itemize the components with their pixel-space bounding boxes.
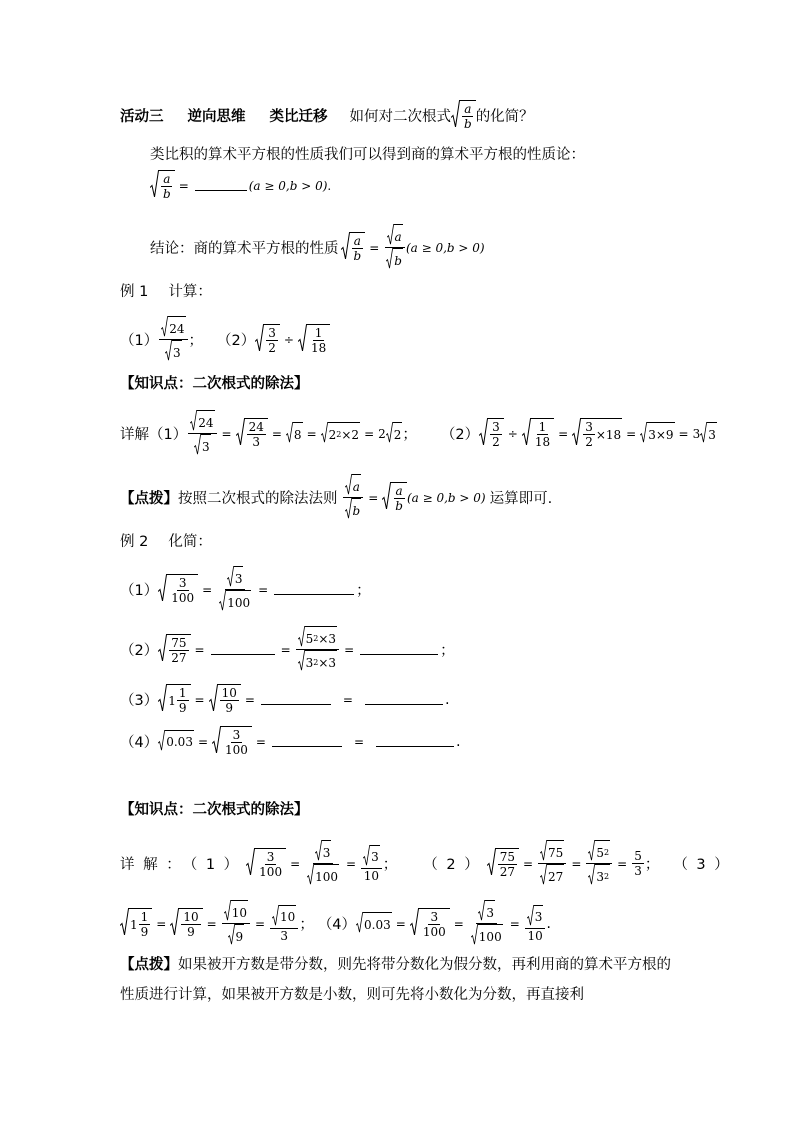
activity-question-pre: 如何对二次根式: [349, 109, 451, 125]
example1-problems: （1） $\frac{24}{3}$ ； （2） $\frac{3}{2}$ ÷ $\frac{1}{18}$: [120, 316, 330, 364]
example2-item1-semi: ；: [356, 583, 371, 600]
solution1-part1-label: （1）: [149, 427, 188, 444]
solution2-label: 详 解 ：: [120, 857, 183, 874]
conclusion-line: 结论：商的算术平方根的性质 $\frac{a}{b}$ = $\frac{a}{b}$ (a ≥ 0,b > 0): [150, 224, 485, 272]
example2-label: 例 2: [120, 534, 149, 550]
example1-heading: [120, 280, 212, 301]
tip1-post: 运算即可.: [489, 491, 553, 508]
tip2-label: 【点拨】: [120, 957, 178, 973]
solution2-line2: 1 $\frac{1}{9}$ = $\frac{10}{9}$ = $\frac{10}{9}$ = $\frac{10}{3}$ ； （4） 0.03 = $\frac{3}{100}$ = $\frac{3}{100}$ = $\frac{3}{10}$ .: [120, 900, 551, 948]
tip1-pre: 按照二次根式的除法法则: [178, 491, 338, 508]
example1-semi: ；: [188, 333, 204, 350]
solution2-line1: 详 解 ： （ 1 ） $\frac{3}{100}$ = $\frac{3}{100}$ = $\frac{3}{10}$ ； （ 2 ） $\frac{75}{27}$ = $\frac{75}{27}$ = 5 2 3 2 = $\frac{5}{3}$ ； （ 3 ）: [120, 840, 731, 888]
example2-item3: （3） 1 $\frac{1}{9}$ = $\frac{10}{9}$ = = .: [120, 686, 450, 715]
example1-label: 例 1: [120, 284, 149, 300]
solution2-part2-label: （ 2 ）: [423, 857, 481, 874]
example1-part1-label: （1）: [120, 333, 159, 350]
intro-text: 类比积的算术平方根的性质我们可以得到商的算术平方根的性质论：: [150, 147, 585, 163]
tip1-line: 【点拨】 按照二次根式的除法法则 $\frac{a}{b}$ = $\frac{a}{b}$ (a ≥ 0,b > 0) 运算即可.: [120, 474, 552, 522]
example2-item4-period: .: [456, 733, 461, 750]
activity-heading: [120, 100, 534, 131]
example1-part2-label: （2）: [217, 333, 256, 350]
answer-blank: [211, 644, 275, 655]
conclusion-condition: (a ≥ 0,b > 0): [405, 240, 485, 255]
answer-blank: [376, 736, 454, 747]
example1-task: 计算：: [168, 284, 212, 300]
solution1-part2-label: （2）: [440, 427, 480, 444]
activity-topic-2: 类比迁移: [269, 109, 328, 125]
solution2-period: .: [546, 915, 552, 932]
solution2-part2-semi: ；: [644, 857, 660, 874]
solution2-part3-semi: ；: [299, 917, 314, 934]
tip1-condition: (a ≥ 0,b > 0): [406, 490, 486, 505]
answer-blank: [274, 584, 354, 595]
solution2-part1-label: （ 1 ）: [182, 857, 241, 874]
answer-blank: [360, 644, 438, 655]
answer-blank: [365, 694, 443, 705]
solution2-part4-label: （4）: [317, 917, 357, 934]
solution1-semi: ；: [402, 427, 417, 444]
solution1-line: 详解 （1） $\frac{24}{3}$ = $\frac{24}{3}$ = 8 = 2 2 ×2 = 2 2 ； （2） $\frac{3}{2}$ ÷ $\frac{1}{18}$ = $\frac{3}{2}$ ×18 = 3×9 = 3 3: [120, 410, 717, 458]
example2-item2: （2） $\frac{75}{27}$ = = 5 2 ×3 3 2 ×3 = ；: [120, 626, 455, 674]
solution2-part3-label: （ 3 ）: [673, 857, 731, 874]
answer-blank: [272, 736, 342, 747]
example2-heading: [120, 530, 212, 551]
example2-item4: （4） 0.03 = $\frac{3}{100}$ = = .: [120, 728, 461, 757]
example2-item1: （1） $\frac{3}{100}$ = $\frac{3}{100}$ = ；: [120, 566, 371, 614]
activity-topic-1: 逆向思维: [187, 109, 246, 125]
tip1-label: 【点拨】: [120, 491, 178, 508]
intro-formula: $\frac{a}{b}$ = (a ≥ 0,b > 0) .: [150, 170, 331, 201]
intro-period: .: [327, 178, 332, 193]
example2-item4-label: （4）: [120, 735, 159, 751]
knowledge-point-2: 【知识点：二次根式的除法】: [120, 802, 309, 818]
solution2-part1-semi: ；: [382, 857, 398, 874]
answer-blank: [261, 694, 331, 705]
tip2-text: 如果被开方数是带分数，则先将带分数化为假分数，再利用商的算术平方根的性质进行计算，如果被开方数是小数，则可先将小数化为分数，再直接利: [120, 957, 671, 1003]
intro-blank: [195, 180, 247, 191]
intro-condition: (a ≥ 0,b > 0): [248, 178, 328, 193]
tip2-paragraph: [120, 950, 680, 1010]
example2-item1-label: （1）: [120, 583, 159, 600]
sqrt-a-over-b: $\frac{a}{b}$: [451, 100, 476, 131]
activity-question-post: 的化简？: [475, 109, 534, 125]
activity-title: 活动三: [120, 109, 164, 125]
example2-item3-period: .: [444, 691, 450, 708]
example2-item2-label: （2）: [120, 643, 159, 660]
example2-task: 化简：: [168, 534, 212, 550]
example2-item3-label: （3）: [120, 693, 159, 709]
example2-item2-semi: ；: [440, 643, 455, 660]
knowledge-point-1: 【知识点：二次根式的除法】: [120, 376, 309, 392]
conclusion-text: 结论：商的算术平方根的性质: [150, 241, 339, 258]
solution1-label: 详解: [120, 427, 149, 444]
